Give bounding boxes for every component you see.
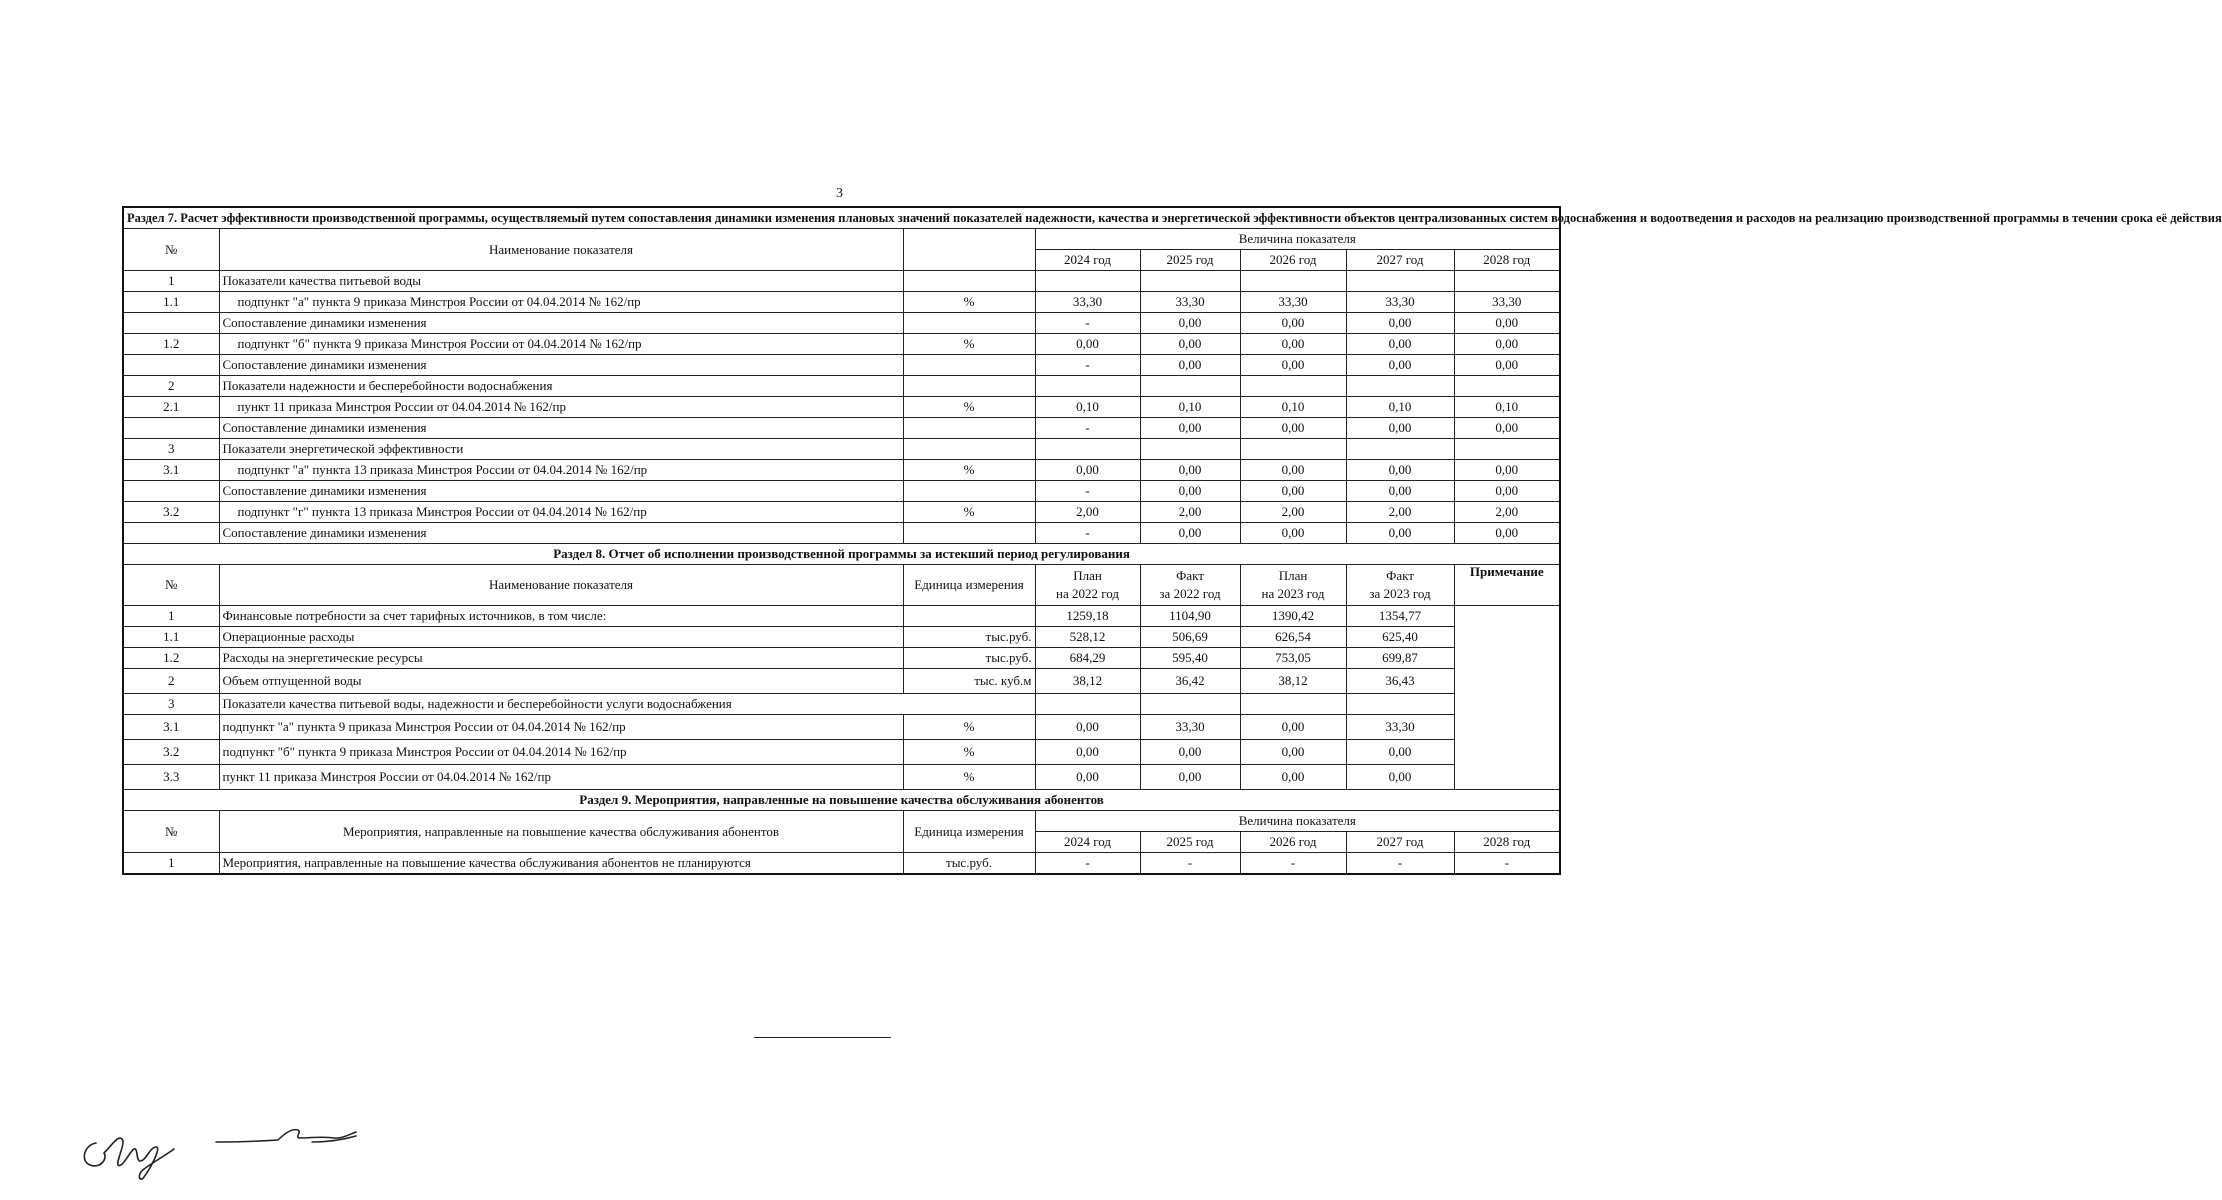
row-value: 0,00 [1346, 313, 1454, 334]
row-value: 0,00 [1140, 313, 1240, 334]
row-unit [903, 439, 1035, 460]
col-header-period-year: за 2023 год [1369, 586, 1431, 601]
section7-row [123, 502, 1560, 523]
row-num: 1 [123, 271, 219, 292]
row-name: подпункт "г" пункта 13 приказа Минстроя России от 04.04.2014 № 162/пр [219, 502, 903, 523]
row-name: Сопоставление динамики изменения [219, 313, 903, 334]
row-value: 0,00 [1346, 740, 1454, 765]
row-value: 38,12 [1035, 669, 1140, 694]
row-value: 595,40 [1140, 648, 1240, 669]
row-value: 0,00 [1140, 523, 1240, 544]
section7-row [123, 523, 1560, 544]
row-value: - [1035, 313, 1140, 334]
col-header-unit: Единица измерения [903, 811, 1035, 853]
row-unit: тыс. куб.м [903, 669, 1035, 694]
row-unit: тыс.руб. [903, 853, 1035, 875]
row-value: 1104,90 [1140, 606, 1240, 627]
row-value: 625,40 [1346, 627, 1454, 648]
row-num [123, 355, 219, 376]
row-value: 0,00 [1140, 418, 1240, 439]
row-name: Показатели качества питьевой воды, надежности и бесперебойности услуги водоснабжения [219, 694, 1035, 715]
row-name: пункт 11 приказа Минстроя России от 04.04.2014 № 162/пр [219, 765, 903, 790]
row-unit: % [903, 502, 1035, 523]
row-value: 0,00 [1240, 460, 1346, 481]
row-value: 506,69 [1140, 627, 1240, 648]
section8-row [123, 627, 1560, 648]
row-unit: % [903, 460, 1035, 481]
row-value: 0,00 [1346, 523, 1454, 544]
row-value: 0,00 [1346, 765, 1454, 790]
col-header-value-group: Величина показателя [1035, 811, 1560, 832]
row-name: Операционные расходы [219, 627, 903, 648]
row-value: 0,00 [1346, 418, 1454, 439]
row-value: 33,30 [1454, 292, 1560, 313]
row-value: 0,00 [1240, 313, 1346, 334]
col-header-year: 2024 год [1035, 832, 1140, 853]
row-value [1140, 376, 1240, 397]
row-name: Показатели надежности и бесперебойности водоснабжения [219, 376, 903, 397]
row-num: 1.2 [123, 334, 219, 355]
col-header-num: № [123, 811, 219, 853]
row-num [123, 418, 219, 439]
row-value: 0,00 [1454, 313, 1560, 334]
row-value: - [1240, 853, 1346, 875]
row-value: 33,30 [1240, 292, 1346, 313]
row-num: 3.2 [123, 502, 219, 523]
row-value [1240, 694, 1346, 715]
row-num: 3.1 [123, 715, 219, 740]
row-name: Показатели энергетической эффективности [219, 439, 903, 460]
row-num: 3.1 [123, 460, 219, 481]
row-unit: тыс.руб. [903, 648, 1035, 669]
row-value: 0,00 [1035, 334, 1140, 355]
row-value: 33,30 [1035, 292, 1140, 313]
row-value: 2,00 [1035, 502, 1140, 523]
section7-row [123, 418, 1560, 439]
row-value: - [1035, 481, 1140, 502]
row-name: Объем отпущенной воды [219, 669, 903, 694]
row-value: - [1140, 853, 1240, 875]
row-value: 0,00 [1035, 740, 1140, 765]
signature-stroke-icon [212, 1120, 362, 1150]
section7-row [123, 397, 1560, 418]
note-cell [1454, 606, 1560, 790]
row-value: 0,00 [1240, 481, 1346, 502]
col-header-period [1240, 565, 1346, 606]
row-value: 0,10 [1240, 397, 1346, 418]
section9-title-row [123, 790, 1560, 811]
col-header-unit: Единица измерения [903, 565, 1035, 606]
col-header-period [1140, 565, 1240, 606]
row-num: 3 [123, 439, 219, 460]
row-value: 33,30 [1140, 292, 1240, 313]
row-num [123, 523, 219, 544]
row-value [1035, 271, 1140, 292]
section7-row [123, 376, 1560, 397]
row-value: 0,00 [1454, 523, 1560, 544]
row-value: 0,00 [1140, 765, 1240, 790]
section8-header-row [123, 565, 1560, 606]
row-value: 0,00 [1454, 481, 1560, 502]
row-name: Мероприятия, направленные на повышение качества обслуживания абонентов не планируются [219, 853, 903, 875]
row-num: 2.1 [123, 397, 219, 418]
col-header-period-year: на 2023 год [1261, 586, 1325, 601]
row-unit [903, 523, 1035, 544]
row-value: - [1346, 853, 1454, 875]
row-value: - [1454, 853, 1560, 875]
row-value: 0,00 [1140, 740, 1240, 765]
section9-title: Раздел 9. Мероприятия, направленные на повышение качества обслуживания абонентов [123, 790, 1560, 811]
row-unit: тыс.руб. [903, 627, 1035, 648]
row-value [1346, 439, 1454, 460]
row-unit [903, 606, 1035, 627]
row-name: подпункт "а" пункта 13 приказа Минстроя России от 04.04.2014 № 162/пр [219, 460, 903, 481]
row-value: 0,00 [1035, 715, 1140, 740]
row-value [1240, 271, 1346, 292]
row-value: 0,00 [1240, 355, 1346, 376]
row-value [1346, 694, 1454, 715]
row-num: 1.1 [123, 292, 219, 313]
row-unit: % [903, 292, 1035, 313]
row-value: 0,10 [1454, 397, 1560, 418]
row-value [1035, 376, 1140, 397]
row-num [123, 481, 219, 502]
row-value: - [1035, 523, 1140, 544]
row-value: 33,30 [1140, 715, 1240, 740]
row-value: - [1035, 853, 1140, 875]
row-unit: % [903, 397, 1035, 418]
row-num: 1 [123, 606, 219, 627]
row-name: Расходы на энергетические ресурсы [219, 648, 903, 669]
row-value: 0,00 [1346, 334, 1454, 355]
row-value: 0,00 [1240, 715, 1346, 740]
section8-row [123, 765, 1560, 790]
row-value: 753,05 [1240, 648, 1346, 669]
row-value: 626,54 [1240, 627, 1346, 648]
row-value: 33,30 [1346, 715, 1454, 740]
section8-title: Раздел 8. Отчет об исполнении производственной программы за истекший период регулирования [123, 544, 1560, 565]
row-unit [903, 418, 1035, 439]
row-value: 1390,42 [1240, 606, 1346, 627]
page-number: 3 [836, 186, 843, 201]
row-value: 1354,77 [1346, 606, 1454, 627]
row-unit: % [903, 334, 1035, 355]
col-header-value-group: Величина показателя [1035, 229, 1560, 250]
row-value: 36,43 [1346, 669, 1454, 694]
row-value: 38,12 [1240, 669, 1346, 694]
row-value: 0,00 [1240, 765, 1346, 790]
section9-row [123, 853, 1560, 875]
col-header-year: 2026 год [1240, 832, 1346, 853]
col-header-year: 2028 год [1454, 250, 1560, 271]
production-program-table [122, 206, 2222, 875]
row-num: 2 [123, 376, 219, 397]
row-unit [903, 355, 1035, 376]
row-name: Сопоставление динамики изменения [219, 481, 903, 502]
row-value [1140, 439, 1240, 460]
section8-row [123, 694, 1560, 715]
row-value: 0,00 [1454, 334, 1560, 355]
col-header-year: 2027 год [1346, 832, 1454, 853]
row-value: 684,29 [1035, 648, 1140, 669]
section7-row [123, 292, 1560, 313]
col-header-period-type: План [1278, 568, 1308, 583]
row-num: 3.2 [123, 740, 219, 765]
row-value: 2,00 [1240, 502, 1346, 523]
row-value: 0,00 [1035, 460, 1140, 481]
row-value: 0,00 [1240, 334, 1346, 355]
row-value: 0,10 [1140, 397, 1240, 418]
col-header-year: 2025 год [1140, 832, 1240, 853]
col-header-year: 2026 год [1240, 250, 1346, 271]
row-num: 1.1 [123, 627, 219, 648]
row-num: 1 [123, 853, 219, 875]
row-num: 1.2 [123, 648, 219, 669]
row-value: 0,00 [1346, 460, 1454, 481]
section8-row [123, 648, 1560, 669]
row-value: 528,12 [1035, 627, 1140, 648]
row-value: 2,00 [1454, 502, 1560, 523]
row-value: 0,00 [1140, 334, 1240, 355]
section7-row [123, 355, 1560, 376]
row-name: подпункт "б" пункта 9 приказа Минстроя России от 04.04.2014 № 162/пр [219, 740, 903, 765]
row-name: подпункт "а" пункта 9 приказа Минстроя России от 04.04.2014 № 162/пр [219, 715, 903, 740]
section8-row [123, 740, 1560, 765]
section7-row [123, 271, 1560, 292]
col-header-period [1035, 565, 1140, 606]
row-value: 0,00 [1140, 460, 1240, 481]
row-value: 0,10 [1035, 397, 1140, 418]
row-value: 0,00 [1454, 460, 1560, 481]
row-value: 0,00 [1346, 355, 1454, 376]
row-value [1035, 694, 1140, 715]
section7-row [123, 460, 1560, 481]
row-value [1035, 439, 1140, 460]
row-value [1454, 271, 1560, 292]
row-value: 2,00 [1140, 502, 1240, 523]
row-value: 0,00 [1240, 740, 1346, 765]
row-value [1346, 376, 1454, 397]
divider-line [754, 1037, 891, 1038]
col-header-num: № [123, 229, 219, 271]
row-num: 3 [123, 694, 219, 715]
row-unit [903, 313, 1035, 334]
col-header-num: № [123, 565, 219, 606]
section8-row [123, 669, 1560, 694]
row-value: 0,10 [1346, 397, 1454, 418]
row-value: 36,42 [1140, 669, 1240, 694]
col-header-year: 2027 год [1346, 250, 1454, 271]
col-header-period-year: на 2022 год [1056, 586, 1119, 601]
col-header-year: 2025 год [1140, 250, 1240, 271]
row-value: 0,00 [1140, 355, 1240, 376]
section7-title: Раздел 7. Расчет эффективности производственной программы, осуществляемый путем сопоставления динамики изменения плановых значений показателей надежности, качества и энергетической эффективности объектов централизованных систем водоснабжения и водоотведения и расходов на реализацию производственной программы в течении срока её действия [123, 207, 1560, 229]
col-header-period-type: План [1073, 568, 1102, 583]
row-name: подпункт "б" пункта 9 приказа Минстроя России от 04.04.2014 № 162/пр [219, 334, 903, 355]
col-header-period-year: за 2022 год [1159, 586, 1221, 601]
row-unit [903, 271, 1035, 292]
col-header-period-type: Факт [1386, 568, 1414, 583]
row-value [1240, 376, 1346, 397]
section8-row [123, 715, 1560, 740]
col-header-name: Наименование показателя [219, 229, 903, 271]
col-header-period [1346, 565, 1454, 606]
section8-title-row [123, 544, 1560, 565]
section7-row [123, 334, 1560, 355]
row-unit: % [903, 765, 1035, 790]
row-value: 0,00 [1035, 765, 1140, 790]
row-name: пункт 11 приказа Минстроя России от 04.04.2014 № 162/пр [219, 397, 903, 418]
row-value: 0,00 [1140, 481, 1240, 502]
row-name: Показатели качества питьевой воды [219, 271, 903, 292]
row-num [123, 313, 219, 334]
row-value: 33,30 [1346, 292, 1454, 313]
row-value: 0,00 [1240, 523, 1346, 544]
row-unit: % [903, 740, 1035, 765]
col-header-year: 2024 год [1035, 250, 1140, 271]
section7-header-row [123, 229, 1560, 250]
row-value: - [1035, 418, 1140, 439]
row-name: Сопоставление динамики изменения [219, 418, 903, 439]
row-value [1454, 439, 1560, 460]
section8-row [123, 606, 1560, 627]
col-header-name: Мероприятия, направленные на повышение качества обслуживания абонентов [219, 811, 903, 853]
row-name: подпункт "а" пункта 9 приказа Минстроя России от 04.04.2014 № 162/пр [219, 292, 903, 313]
row-value [1140, 694, 1240, 715]
section9-header-row [123, 811, 1560, 832]
row-value: 0,00 [1454, 418, 1560, 439]
col-header-year: 2028 год [1454, 832, 1560, 853]
row-value [1454, 376, 1560, 397]
section7-row [123, 313, 1560, 334]
row-value: 0,00 [1346, 481, 1454, 502]
row-name: Финансовые потребности за счет тарифных источников, в том числе: [219, 606, 903, 627]
row-value [1140, 271, 1240, 292]
row-value: 1259,18 [1035, 606, 1140, 627]
row-num: 3.3 [123, 765, 219, 790]
section7-row [123, 481, 1560, 502]
col-header-period-type: Факт [1176, 568, 1204, 583]
row-unit: % [903, 715, 1035, 740]
row-value [1346, 271, 1454, 292]
row-value: - [1035, 355, 1140, 376]
row-num: 2 [123, 669, 219, 694]
col-header-note: Примечание [1454, 565, 1560, 606]
col-header-unit [903, 229, 1035, 271]
signature-icon [78, 1125, 188, 1185]
row-name: Сопоставление динамики изменения [219, 355, 903, 376]
row-value: 699,87 [1346, 648, 1454, 669]
col-header-name: Наименование показателя [219, 565, 903, 606]
row-name: Сопоставление динамики изменения [219, 523, 903, 544]
row-value [1240, 439, 1346, 460]
section7-title-row [123, 207, 1560, 229]
row-value: 0,00 [1454, 355, 1560, 376]
row-value: 0,00 [1240, 418, 1346, 439]
section7-row [123, 439, 1560, 460]
row-unit [903, 376, 1035, 397]
row-value: 2,00 [1346, 502, 1454, 523]
row-unit [903, 481, 1035, 502]
